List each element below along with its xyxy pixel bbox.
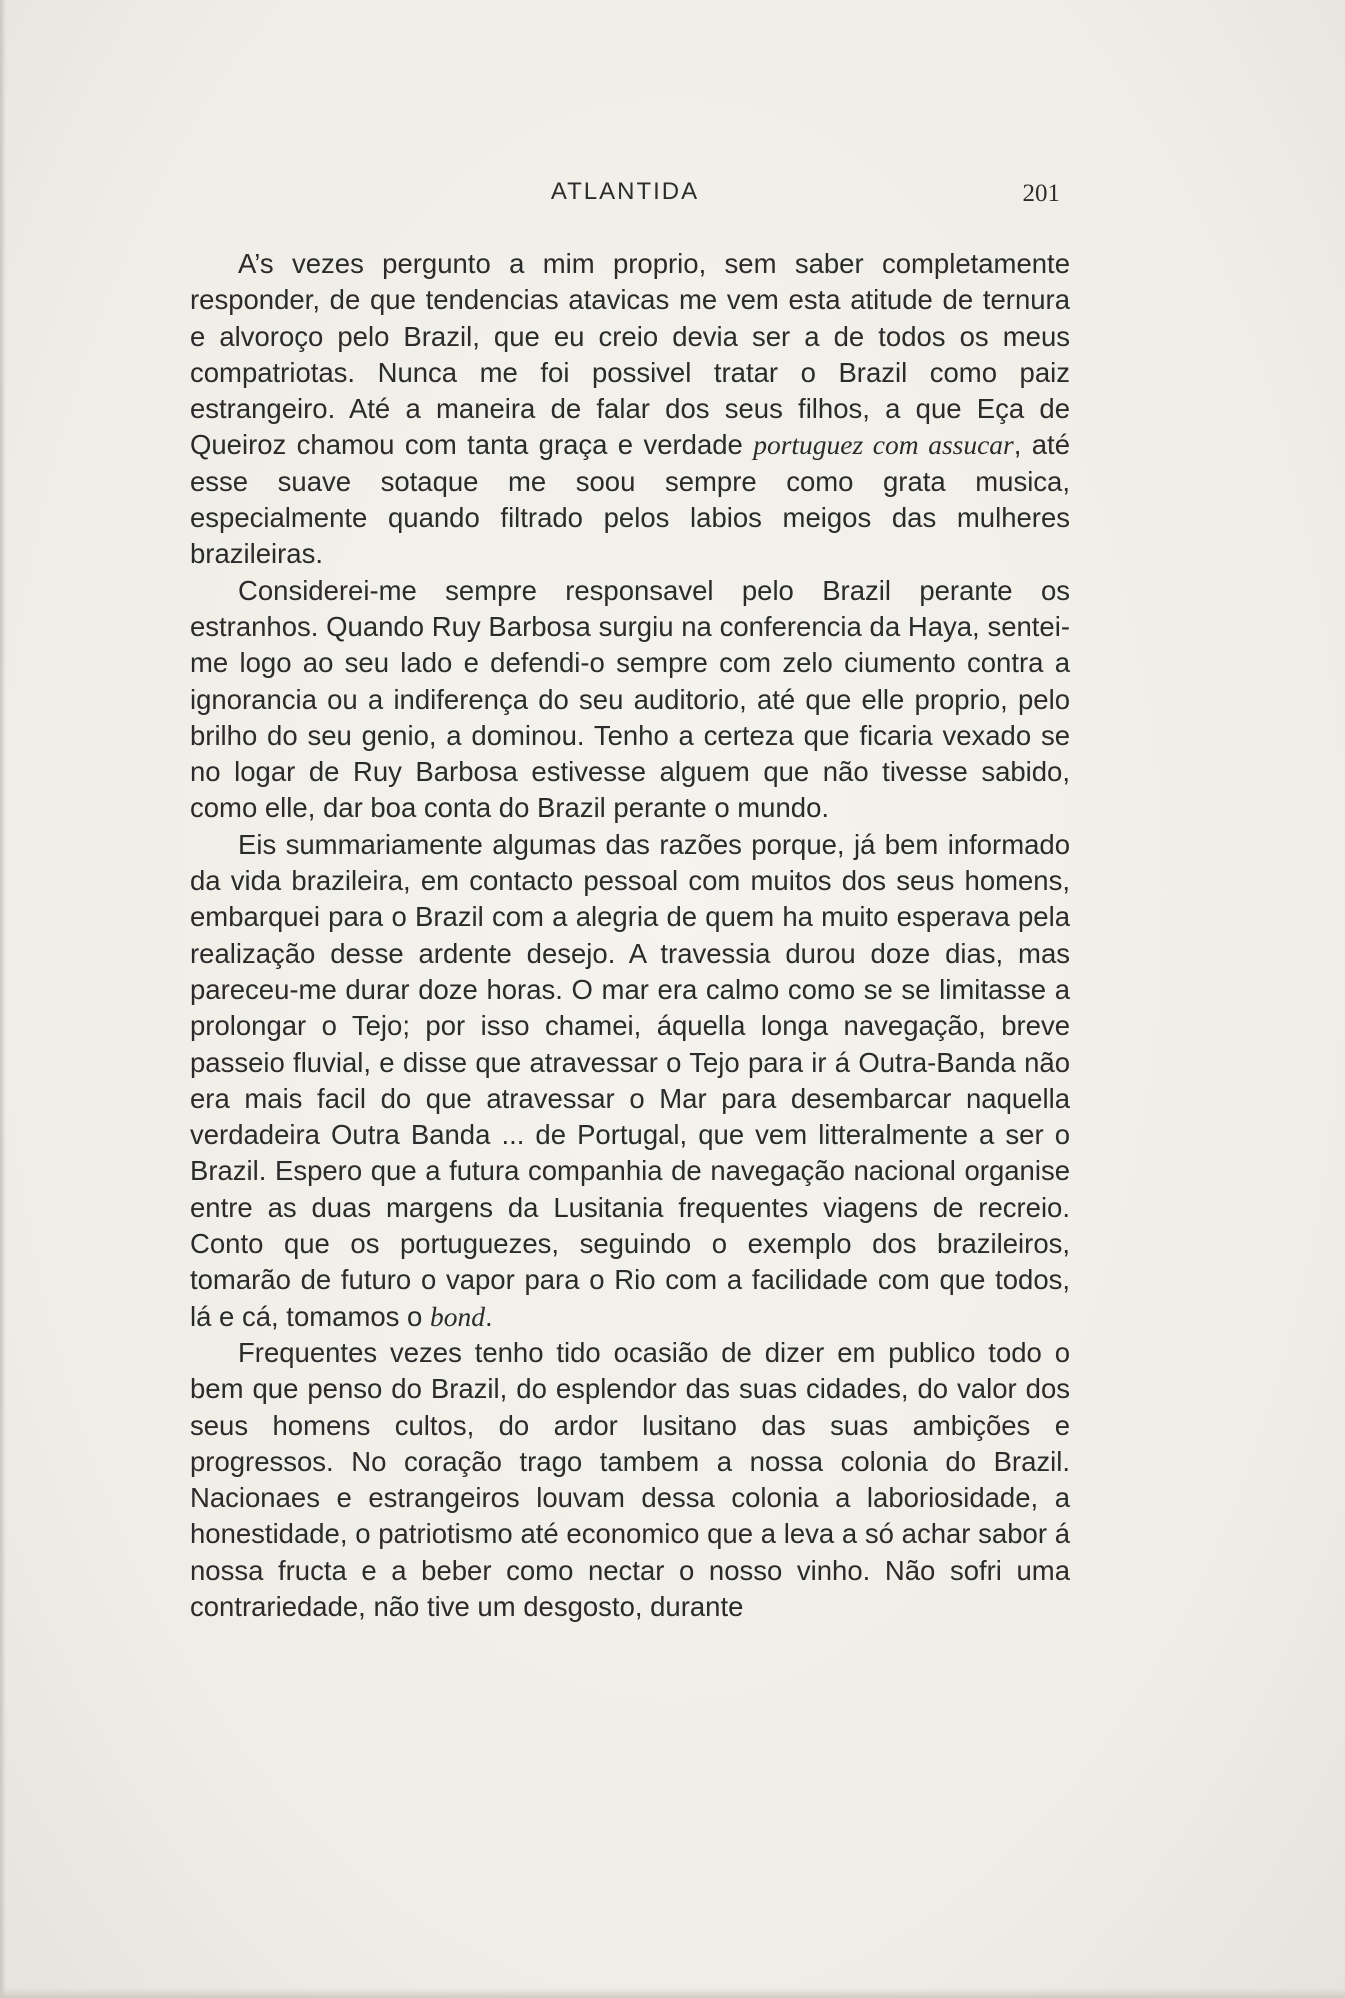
paragraph-3-text-start: Eis summariamente algumas das razões porque, já bem informado da vida brazileira, em contacto pessoal com muitos dos seus homens, embarquei para o Brazil com a alegria de quem ha muito esperava pela realização desse ardente desejo. A travessia durou doze dias, mas pareceu-me durar doze horas. O mar era calmo como se se limitasse a prolongar o Tejo; por isso chamei, áquella longa navegação, breve passeio fluvial, e disse que atravessar o Tejo para ir á Outra-Banda não era mais facil do que atravessar o Mar para desembarcar naquella verdadeira Outra Banda ... de Portugal, que vem litteralmente a ser o Brazil. Espero que a futura companhia de navegação nacional organise entre as duas margens da Lusitania frequentes viagens de recreio. Conto que os portuguezes, seguindo o exemplo dos brazileiros, tomarão de futuro o vapor para o Rio com a facilidade com que todos, lá e cá, tomamos o xyxy=(190,828,1070,1332)
paragraph-4: Frequentes vezes tenho tido ocasião de dizer em publico todo o bem que penso do Brazil, do esplendor das suas cidades, do valor dos seus homens cultos, do ardor lusitano das suas ambições e progressos. No coração trago tambem a nossa colonia do Brazil. Nacionaes e estrangeiros louvam dessa colonia a laboriosidade, a honestidade, o patriotismo até economico que a leva a só achar sabor á nossa fructa e a beber como nectar o nosso vinho. Não sofri uma contrariedade, não tive um desgosto, durante xyxy=(190,1336,1070,1622)
running-title: ATLANTIDA xyxy=(550,178,700,205)
page-bottom-shadow xyxy=(0,1988,1345,1998)
page-edge-shadow xyxy=(0,0,6,1998)
paragraph-1-text-end: , até esse suave sotaque me soou sempre como grata musica, especialmente quando filtrado pelos labios meigos das mulheres brazileiras. xyxy=(190,429,1070,570)
page-number: 201 xyxy=(1022,180,1060,207)
running-header xyxy=(190,178,1060,218)
body-text xyxy=(190,246,1070,1625)
paragraph-1-text-start: A’s vezes pergunto a mim proprio, sem saber completamente responder, de que tendencias atavicas me vem esta atitude de ternura e alvoroço pelo Brazil, que eu creio devia ser a de todos os meus compatriotas. Nunca me foi possivel tratar o Brazil como paiz estrangeiro. Até a maneira de falar dos seus filhos, a que Eça de Queiroz chamou com tanta graça e verdade xyxy=(190,248,1070,461)
paragraph-3-text-end: . xyxy=(484,1300,493,1332)
paragraph-3 xyxy=(190,827,1070,1335)
paragraph-2: Considerei-me sempre responsavel pelo Brazil perante os estranhos. Quando Ruy Barbosa surgiu na conferencia da Haya, sentei-me logo ao seu lado e defendi-o sempre com zelo ciumento contra a ignorancia ou a indiferença do seu auditorio, até que elle proprio, pelo brilho do seu genio, a dominou. Tenho a certeza que ficaria vexado se no logar de Ruy Barbosa estivesse alguem que não tivesse sabido, como elle, dar boa conta do Brazil perante o mundo. xyxy=(190,574,1070,824)
paragraph-1 xyxy=(190,246,1070,573)
paragraph-3-italic-word: bond xyxy=(429,1300,485,1332)
paragraph-1-italic-phrase: portuguez com assucar xyxy=(753,429,1014,461)
